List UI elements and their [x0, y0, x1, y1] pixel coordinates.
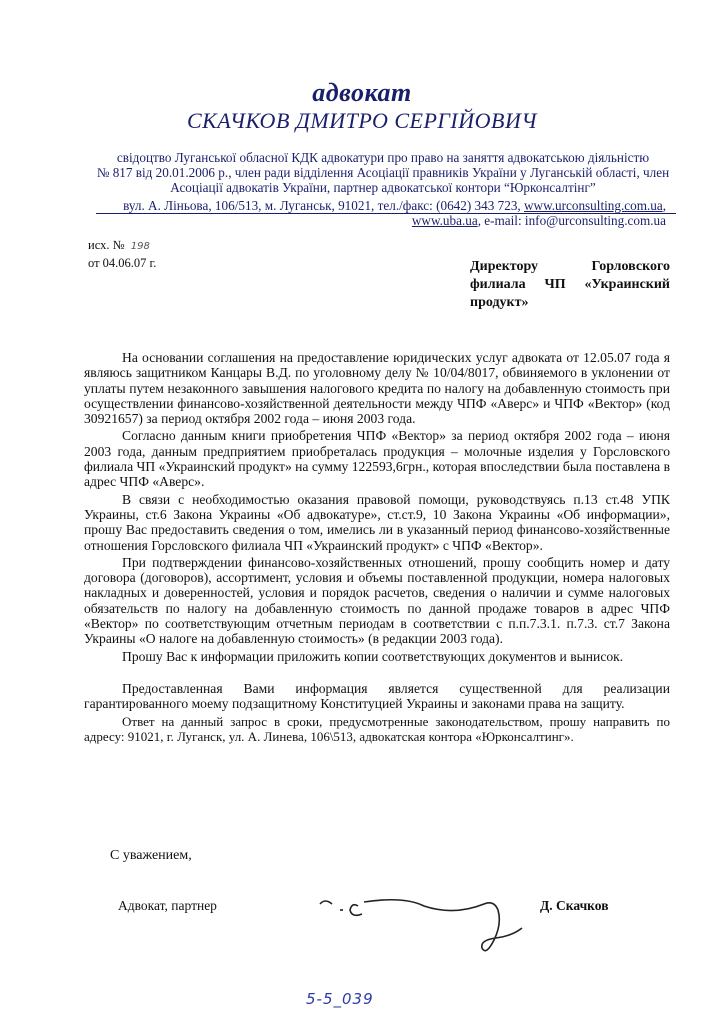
paragraph: При подтверждении финансово-хозяйственных отношений, прошу сообщить номер и дату договора (договоров), ассортимент, условия и объемы поставленной продукции, номера налоговых накладных и доверенностей, условия и порядок расчетов, сведения о наличии и сумме налоговых обязательств по налогу на добавленную стоимость по данной продаже товаров в адрес ЧПФ «Вектор» по соответствующим отчетным периодам в соответствии с п.п.7.3.1. п.7.3. ст.7 Закона Украины «О налоге на добавленную стоимость» (в редакции 2003 года).: [84, 554, 670, 647]
credentials-line: свідоцтво Луганської обласної КДК адвокатури про право на заняття адвокатською діяльністю: [116, 150, 650, 165]
signer-role: Адвокат, партнер: [118, 898, 217, 913]
letterhead-title: адвокат: [312, 78, 412, 107]
ref-date: от 04.06.07 г.: [88, 256, 157, 270]
handwritten-stamp: 5-5_039: [306, 990, 374, 1008]
attorney-name: СКАЧКОВ ДМИТРО СЕРГІЙОВИЧ: [186, 108, 538, 133]
paragraph: Предоставленная Вами информация является существенной для реализации гарантированного моему подзащитному Конституцией Украины и законами права на защиту.: [84, 680, 670, 712]
website-link[interactable]: www.uba.ua: [411, 213, 478, 228]
letter-body: [84, 350, 670, 746]
contact-block: вул. А. Ліньова, 106/513, м. Луганськ, 91021, тел./факс: (0642) 343 723, www.urconsulting.com.ua, www.uba.ua, e-mail: info@urconsulting.com.ua: [123, 198, 666, 228]
paragraph: На основании соглашения на предоставление юридических услуг адвоката от 12.05.07 года я являюсь защитником Канцары В.Д. по уголовному делу № 10/04/8017, обвиняемого в уклонении от уплаты путем незаконного завышения налогового кредита по налогу на добавленную стоимость при осуществлении финансово-хозяйственной деятельности между ЧПФ «Аверс» и ЧПФ «Вектор» (код 30921657) за период октября 2002 года – июня 2003 года.: [84, 350, 670, 427]
paragraph: Прошу Вас к информации приложить копии соответствующих документов и вынисок.: [122, 648, 624, 664]
ref-label: исх. №: [88, 238, 125, 252]
handwritten-signature: [300, 884, 540, 964]
credentials-line: № 817 від 20.01.2006 р., член ради відділення Асоціації правників України у Луганській області, член: [96, 165, 670, 180]
header-divider: [96, 213, 676, 214]
credentials-block: [88, 150, 678, 195]
signer-name: Д. Скачков: [540, 898, 609, 913]
paragraph: В связи с необходимостью оказания правовой помощи, руководствуясь п.13 ст.48 УПК Украины, ст.6 Закона Украины «Об адвокатуре», ст.ст.9, 10 Закона Украины «Об информации», прошу Вас предоставить сведения о том, имелись ли в указанный период финансово-хозяйственные отношения Горсловского филиала ЧП «Украинский продукт» с ЧПФ «Вектор».: [84, 491, 670, 553]
outgoing-reference: [88, 237, 156, 271]
credentials-line: Асоціації адвокатів України, партнер адвокатської контори “Юрконсалтінг”: [170, 180, 596, 195]
closing-regards: С уважением,: [110, 848, 192, 863]
addressee: Директору Горловского филиала ЧП «Украинский продукт»: [470, 259, 670, 310]
website-link[interactable]: www.urconsulting.com.ua: [524, 198, 663, 213]
email-text: , e-mail: info@urconsulting.com.ua: [477, 213, 666, 228]
paragraph: Ответ на данный запрос в сроки, предусмотренные законодательством, прошу направить по адресу: 91021, г. Луганск, ул. А. Линева, 106\513, адвокатская контора «Юрконсалтинг».: [84, 713, 670, 744]
paragraph: Согласно данным книги приобретения ЧПФ «Вектор» за период октября 2002 года – июня 2003 года, данным предприятием приобреталась продукция – молочные изделия у Горсловского филиала ЧП «Украинский продукт» на сумму 122593,6грн., которая впоследствии была поставлена в адрес ЧПФ «Аверс».: [84, 428, 670, 490]
postal-address: вул. А. Ліньова, 106/513, м. Луганськ, 91021, тел./факс: (0642) 343 723,: [123, 198, 525, 213]
ref-number: 198: [130, 241, 150, 252]
